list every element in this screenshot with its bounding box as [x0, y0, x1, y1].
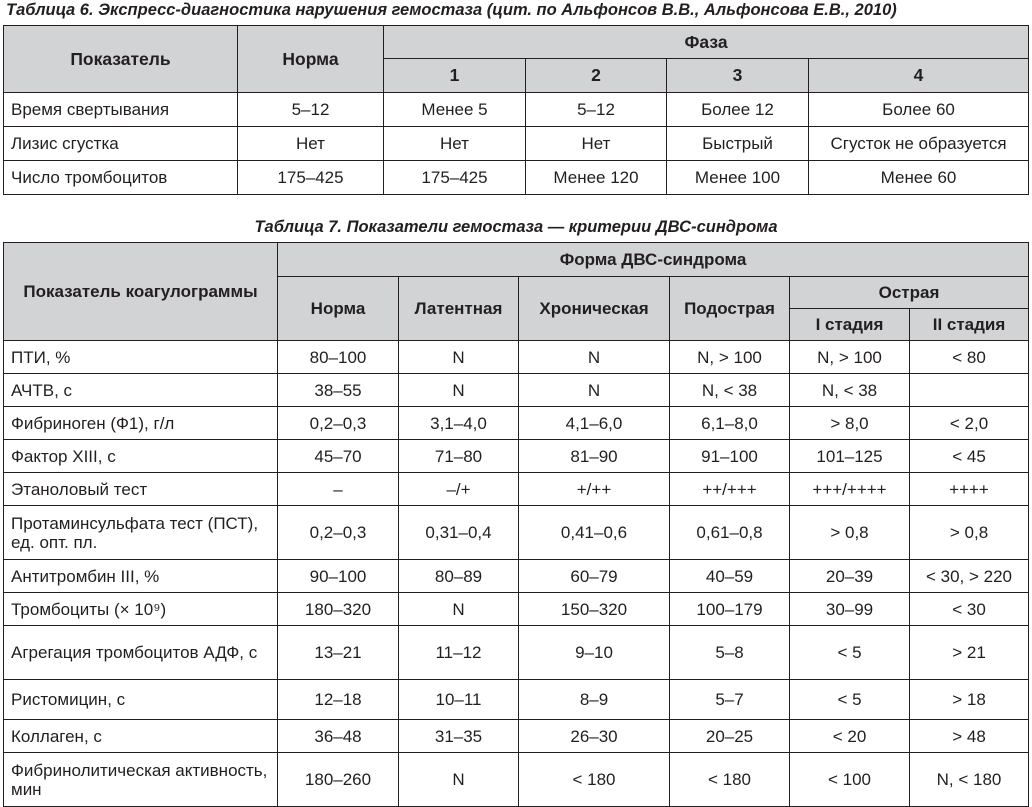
cell: N	[399, 593, 519, 626]
table-row	[4, 560, 1029, 593]
cell: Фибринолитическая активность, мин	[4, 753, 278, 807]
cell: 0,61–0,8	[670, 506, 790, 560]
cell: 8–9	[519, 680, 670, 720]
cell: 5–7	[670, 680, 790, 720]
cell: < 100	[790, 753, 910, 807]
cell	[910, 374, 1029, 407]
cell: 71–80	[399, 440, 519, 473]
cell: N	[399, 374, 519, 407]
cell: 11–12	[399, 626, 519, 680]
cell: 5–12	[238, 93, 384, 127]
cell: Более 12	[667, 93, 809, 127]
cell: Быстрый	[667, 127, 809, 161]
cell: 81–90	[519, 440, 670, 473]
cell: > 48	[910, 720, 1029, 753]
t7-header-latent: Латентная	[399, 277, 519, 341]
cell: 36–48	[278, 720, 399, 753]
cell: 5–12	[526, 93, 667, 127]
cell: < 180	[670, 753, 790, 807]
cell: > 8,0	[790, 407, 910, 440]
cell: 6,1–8,0	[670, 407, 790, 440]
cell: –/+	[399, 473, 519, 506]
cell: Нет	[384, 127, 526, 161]
cell: 45–70	[278, 440, 399, 473]
cell: 38–55	[278, 374, 399, 407]
cell: > 0,8	[910, 506, 1029, 560]
cell: > 21	[910, 626, 1029, 680]
cell: Нет	[526, 127, 667, 161]
cell: +/++	[519, 473, 670, 506]
table-row	[4, 407, 1029, 440]
cell: > 18	[910, 680, 1029, 720]
cell: 91–100	[670, 440, 790, 473]
cell: 9–10	[519, 626, 670, 680]
cell: < 80	[910, 341, 1029, 374]
t7-header-norm: Норма	[278, 277, 399, 341]
t6-header-phase: Фаза	[384, 26, 1029, 59]
cell: 150–320	[519, 593, 670, 626]
cell: < 20	[790, 720, 910, 753]
cell: 5–8	[670, 626, 790, 680]
table6	[3, 25, 1029, 195]
cell: ++/+++	[670, 473, 790, 506]
cell: 0,2–0,3	[278, 506, 399, 560]
cell: +++/++++	[790, 473, 910, 506]
table-row	[4, 720, 1029, 753]
table-row	[4, 374, 1029, 407]
t6-header-norm: Норма	[238, 26, 384, 93]
cell: Сгусток не образуется	[809, 127, 1029, 161]
cell: > 0,8	[790, 506, 910, 560]
t6-header-phase-1: 1	[384, 59, 526, 93]
cell: 12–18	[278, 680, 399, 720]
cell: Менее 120	[526, 161, 667, 195]
cell: Фибриноген (Ф1), г/л	[4, 407, 278, 440]
cell: N	[399, 341, 519, 374]
cell: N, < 38	[790, 374, 910, 407]
cell: Менее 5	[384, 93, 526, 127]
cell: Протаминсульфата тест (ПСТ), ед. опт. пл.	[4, 506, 278, 560]
t7-header-indicator: Показатель коагулограммы	[4, 243, 278, 341]
t6-header-phase-4: 4	[809, 59, 1029, 93]
cell: < 180	[519, 753, 670, 807]
cell: 3,1–4,0	[399, 407, 519, 440]
cell: 180–260	[278, 753, 399, 807]
cell: N, < 180	[910, 753, 1029, 807]
cell: 60–79	[519, 560, 670, 593]
cell: 175–425	[238, 161, 384, 195]
table-row	[4, 680, 1029, 720]
cell: Антитромбин III, %	[4, 560, 278, 593]
cell: Более 60	[809, 93, 1029, 127]
cell: Время свертывания	[4, 93, 238, 127]
table-row	[4, 127, 1029, 161]
cell: 0,41–0,6	[519, 506, 670, 560]
cell: Тромбоциты (× 10⁹)	[4, 593, 278, 626]
cell: < 45	[910, 440, 1029, 473]
cell: < 5	[790, 680, 910, 720]
table-row	[4, 341, 1029, 374]
t7-header-chronic: Хроническая	[519, 277, 670, 341]
cell: 20–39	[790, 560, 910, 593]
t6-header-phase-3: 3	[667, 59, 809, 93]
cell: 40–59	[670, 560, 790, 593]
cell: N	[519, 374, 670, 407]
cell: < 30, > 220	[910, 560, 1029, 593]
cell: 80–89	[399, 560, 519, 593]
t6-header-phase-2: 2	[526, 59, 667, 93]
cell: Фактор XIII, с	[4, 440, 278, 473]
cell: 4,1–6,0	[519, 407, 670, 440]
cell: 31–35	[399, 720, 519, 753]
cell: 80–100	[278, 341, 399, 374]
cell: 100–179	[670, 593, 790, 626]
cell: N	[399, 753, 519, 807]
cell: 0,2–0,3	[278, 407, 399, 440]
cell: 13–21	[278, 626, 399, 680]
table-row	[4, 593, 1029, 626]
table-row	[4, 161, 1029, 195]
cell: 175–425	[384, 161, 526, 195]
cell: < 2,0	[910, 407, 1029, 440]
table-row	[4, 506, 1029, 560]
cell: Коллаген, с	[4, 720, 278, 753]
t7-header-subacute: Подострая	[670, 277, 790, 341]
cell: Менее 60	[809, 161, 1029, 195]
cell: 90–100	[278, 560, 399, 593]
cell: N	[519, 341, 670, 374]
t7-header-form: Форма ДВС-синдрома	[278, 243, 1029, 277]
cell: 26–30	[519, 720, 670, 753]
t7-header-stage1: I стадия	[790, 309, 910, 341]
cell: N, > 100	[790, 341, 910, 374]
table-row	[4, 440, 1029, 473]
cell: ПТИ, %	[4, 341, 278, 374]
cell: 0,31–0,4	[399, 506, 519, 560]
cell: 101–125	[790, 440, 910, 473]
t7-header-acute: Острая	[790, 277, 1029, 309]
table7	[3, 242, 1029, 807]
cell: 30–99	[790, 593, 910, 626]
cell: < 5	[790, 626, 910, 680]
cell: 10–11	[399, 680, 519, 720]
table-row	[4, 473, 1029, 506]
cell: –	[278, 473, 399, 506]
table6-caption: Таблица 6. Экспресс-диагностика нарушения гемостаза (цит. по Альфонсов В.В., Альфонсова Е.В., 2010)	[6, 1, 897, 19]
table7-caption: Таблица 7. Показатели гемостаза — критерии ДВС-синдрома	[254, 218, 778, 236]
table-row	[4, 753, 1029, 807]
cell: Нет	[238, 127, 384, 161]
cell: 20–25	[670, 720, 790, 753]
cell: Этаноловый тест	[4, 473, 278, 506]
cell: N, > 100	[670, 341, 790, 374]
cell: АЧТВ, с	[4, 374, 278, 407]
table-row	[4, 93, 1029, 127]
cell: Число тромбоцитов	[4, 161, 238, 195]
cell: Менее 100	[667, 161, 809, 195]
cell: 180–320	[278, 593, 399, 626]
cell: < 30	[910, 593, 1029, 626]
cell: Лизис сгустка	[4, 127, 238, 161]
t7-header-stage2: II стадия	[910, 309, 1029, 341]
cell: Ристомицин, с	[4, 680, 278, 720]
t7-body	[4, 341, 1029, 807]
cell: N, < 38	[670, 374, 790, 407]
cell: ++++	[910, 473, 1029, 506]
table-row	[4, 626, 1029, 680]
t6-header-indicator: Показатель	[4, 26, 238, 93]
cell: Агрегация тромбоцитов АДФ, с	[4, 626, 278, 680]
